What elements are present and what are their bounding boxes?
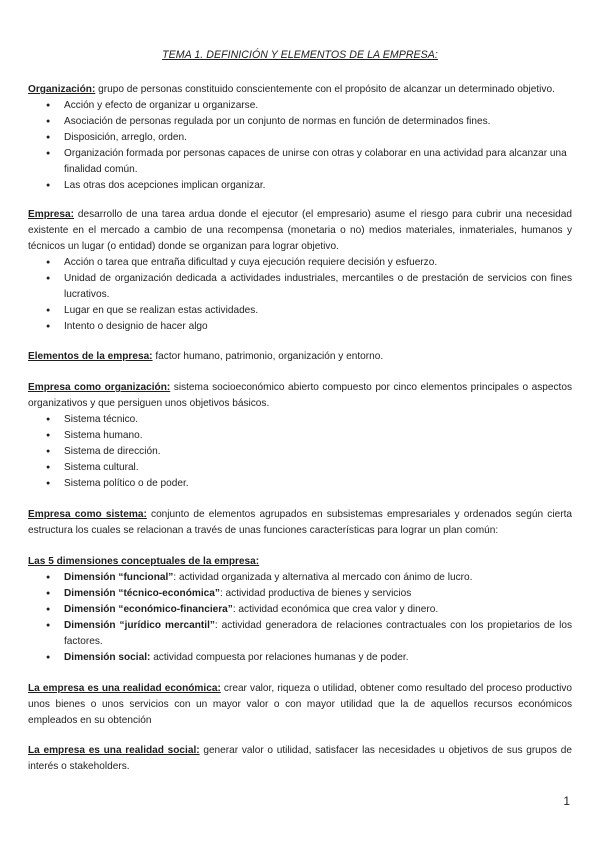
empresa-sistema-text: conjunto de elementos agrupados en subsistemas empresariales y ordenados según cierta estructura los cuales se relacionan a través de unas funciones características para lograr un plan común: xyxy=(28,509,572,536)
empresa-definition xyxy=(28,207,572,255)
list-item: ● Sistema político o de poder. xyxy=(28,476,572,492)
organizacion-definition xyxy=(28,82,572,98)
organizacion-list xyxy=(28,98,572,194)
section-organizacion xyxy=(28,82,572,194)
empresa-org-text: sistema socioeconómico abierto compuesto por cinco elementos principales o aspectos organizativos y que persiguen unos objetivos básicos. xyxy=(28,382,572,409)
section-dimensiones xyxy=(28,554,572,666)
dimensiones-list xyxy=(28,570,572,666)
list-item: ● Unidad de organización dedicada a actividades industriales, mercantiles o de prestación de servicios con fines lucrativos. xyxy=(28,271,572,303)
dimension-term: Dimensión “funcional” xyxy=(64,572,174,583)
elementos-definition xyxy=(28,349,572,365)
section-empresa-sistema xyxy=(28,507,572,539)
section-realidad-economica xyxy=(28,681,572,729)
page-number: 1 xyxy=(563,794,570,808)
dimension-term: Dimensión “jurídico mercantil” xyxy=(64,620,215,631)
dimensiones-label: Las 5 dimensiones conceptuales de la empresa: xyxy=(28,556,260,567)
dimension-text: : actividad productiva de bienes y servicios xyxy=(219,588,412,599)
list-item: ● Organización formada por personas capaces de unirse con otras y colaborar en una actividad para alcanzar una finalidad común. xyxy=(28,146,572,178)
section-empresa-organizacion xyxy=(28,380,572,492)
list-item: ● Acción y efecto de organizar u organizarse. xyxy=(28,98,572,114)
empresa-org-label: Empresa como organización: xyxy=(28,382,171,393)
empresa-label: Empresa: xyxy=(28,209,75,220)
empresa-sistema-definition xyxy=(28,507,572,539)
section-realidad-social xyxy=(28,743,572,775)
realidad-economica-label: La empresa es una realidad económica: xyxy=(28,683,221,694)
dimensiones-heading xyxy=(28,554,572,570)
document-title: TEMA 1. DEFINICIÓN Y ELEMENTOS DE LA EMPRESA: xyxy=(162,49,438,61)
list-item: ● Lugar en que se realizan estas actividades. xyxy=(28,303,572,319)
section-empresa xyxy=(28,207,572,335)
realidad-social-text: generar valor o utilidad, satisfacer las necesidades u objetivos de sus grupos de interés o stakeholders. xyxy=(28,745,572,772)
dimension-term: Dimensión social: xyxy=(64,652,151,663)
list-item: ● Intento o designio de hacer algo xyxy=(28,319,572,335)
realidad-economica-definition xyxy=(28,681,572,729)
list-item: ● Las otras dos acepciones implican organizar. xyxy=(28,178,572,194)
elementos-label: Elementos de la empresa: xyxy=(28,351,153,362)
list-item xyxy=(28,602,572,618)
dimension-text: : actividad generadora de relaciones contractuales con los propietarios de los factores. xyxy=(64,620,572,647)
list-item: ● Acción o tarea que entraña dificultad y cuya ejecución requiere decisión y esfuerzo. xyxy=(28,255,572,271)
list-item: ● Sistema cultural. xyxy=(28,460,572,476)
section-elementos xyxy=(28,349,572,365)
list-item xyxy=(28,650,572,666)
dimension-term: Dimensión “técnico-económica” xyxy=(64,588,220,599)
realidad-economica-text: crear valor, riqueza o utilidad, obtener como resultado del proceso productivo unos bienes o unos servicios con un mayor valor o con mayor utilidad que la de aquellos recursos económicos empleados en su obtención xyxy=(28,683,572,726)
list-item: ● Sistema de dirección. xyxy=(28,444,572,460)
dimension-text: : actividad organizada y alternativa al mercado con ánimo de lucro. xyxy=(173,572,473,583)
list-item xyxy=(28,618,572,650)
list-item xyxy=(28,570,572,586)
realidad-social-label: La empresa es una realidad social: xyxy=(28,745,200,756)
empresa-org-definition xyxy=(28,380,572,412)
list-item xyxy=(28,586,572,602)
list-item: ● Sistema humano. xyxy=(28,428,572,444)
realidad-social-definition xyxy=(28,743,572,775)
list-item: ● Asociación de personas regulada por un conjunto de normas en función de determinados fines. xyxy=(28,114,572,130)
list-item: ● Sistema técnico. xyxy=(28,412,572,428)
empresa-org-list xyxy=(28,412,572,492)
empresa-list xyxy=(28,255,572,335)
elementos-text: factor humano, patrimonio, organización y entorno. xyxy=(152,351,384,362)
organizacion-text: grupo de personas constituido conscientemente con el propósito de alcanzar un determinado objetivo. xyxy=(95,84,555,95)
dimension-term: Dimensión “económico-financiera” xyxy=(64,604,233,615)
empresa-sistema-label: Empresa como sistema: xyxy=(28,509,147,520)
dimension-text: actividad compuesta por relaciones humanas y de poder. xyxy=(150,652,409,663)
list-item: ● Disposición, arreglo, orden. xyxy=(28,130,572,146)
organizacion-label: Organización: xyxy=(28,84,96,95)
empresa-text: desarrollo de una tarea ardua donde el ejecutor (el empresario) asume el riesgo para cubrir una necesidad existente en el mercado a cambio de una recompensa (monetaria o no) medios materiales, inmateriales, humanos y técnicos un lugar (o entidad) donde se organizan para lograr objetivo. xyxy=(28,209,572,252)
dimension-text: : actividad económica que crea valor y dinero. xyxy=(232,604,439,615)
